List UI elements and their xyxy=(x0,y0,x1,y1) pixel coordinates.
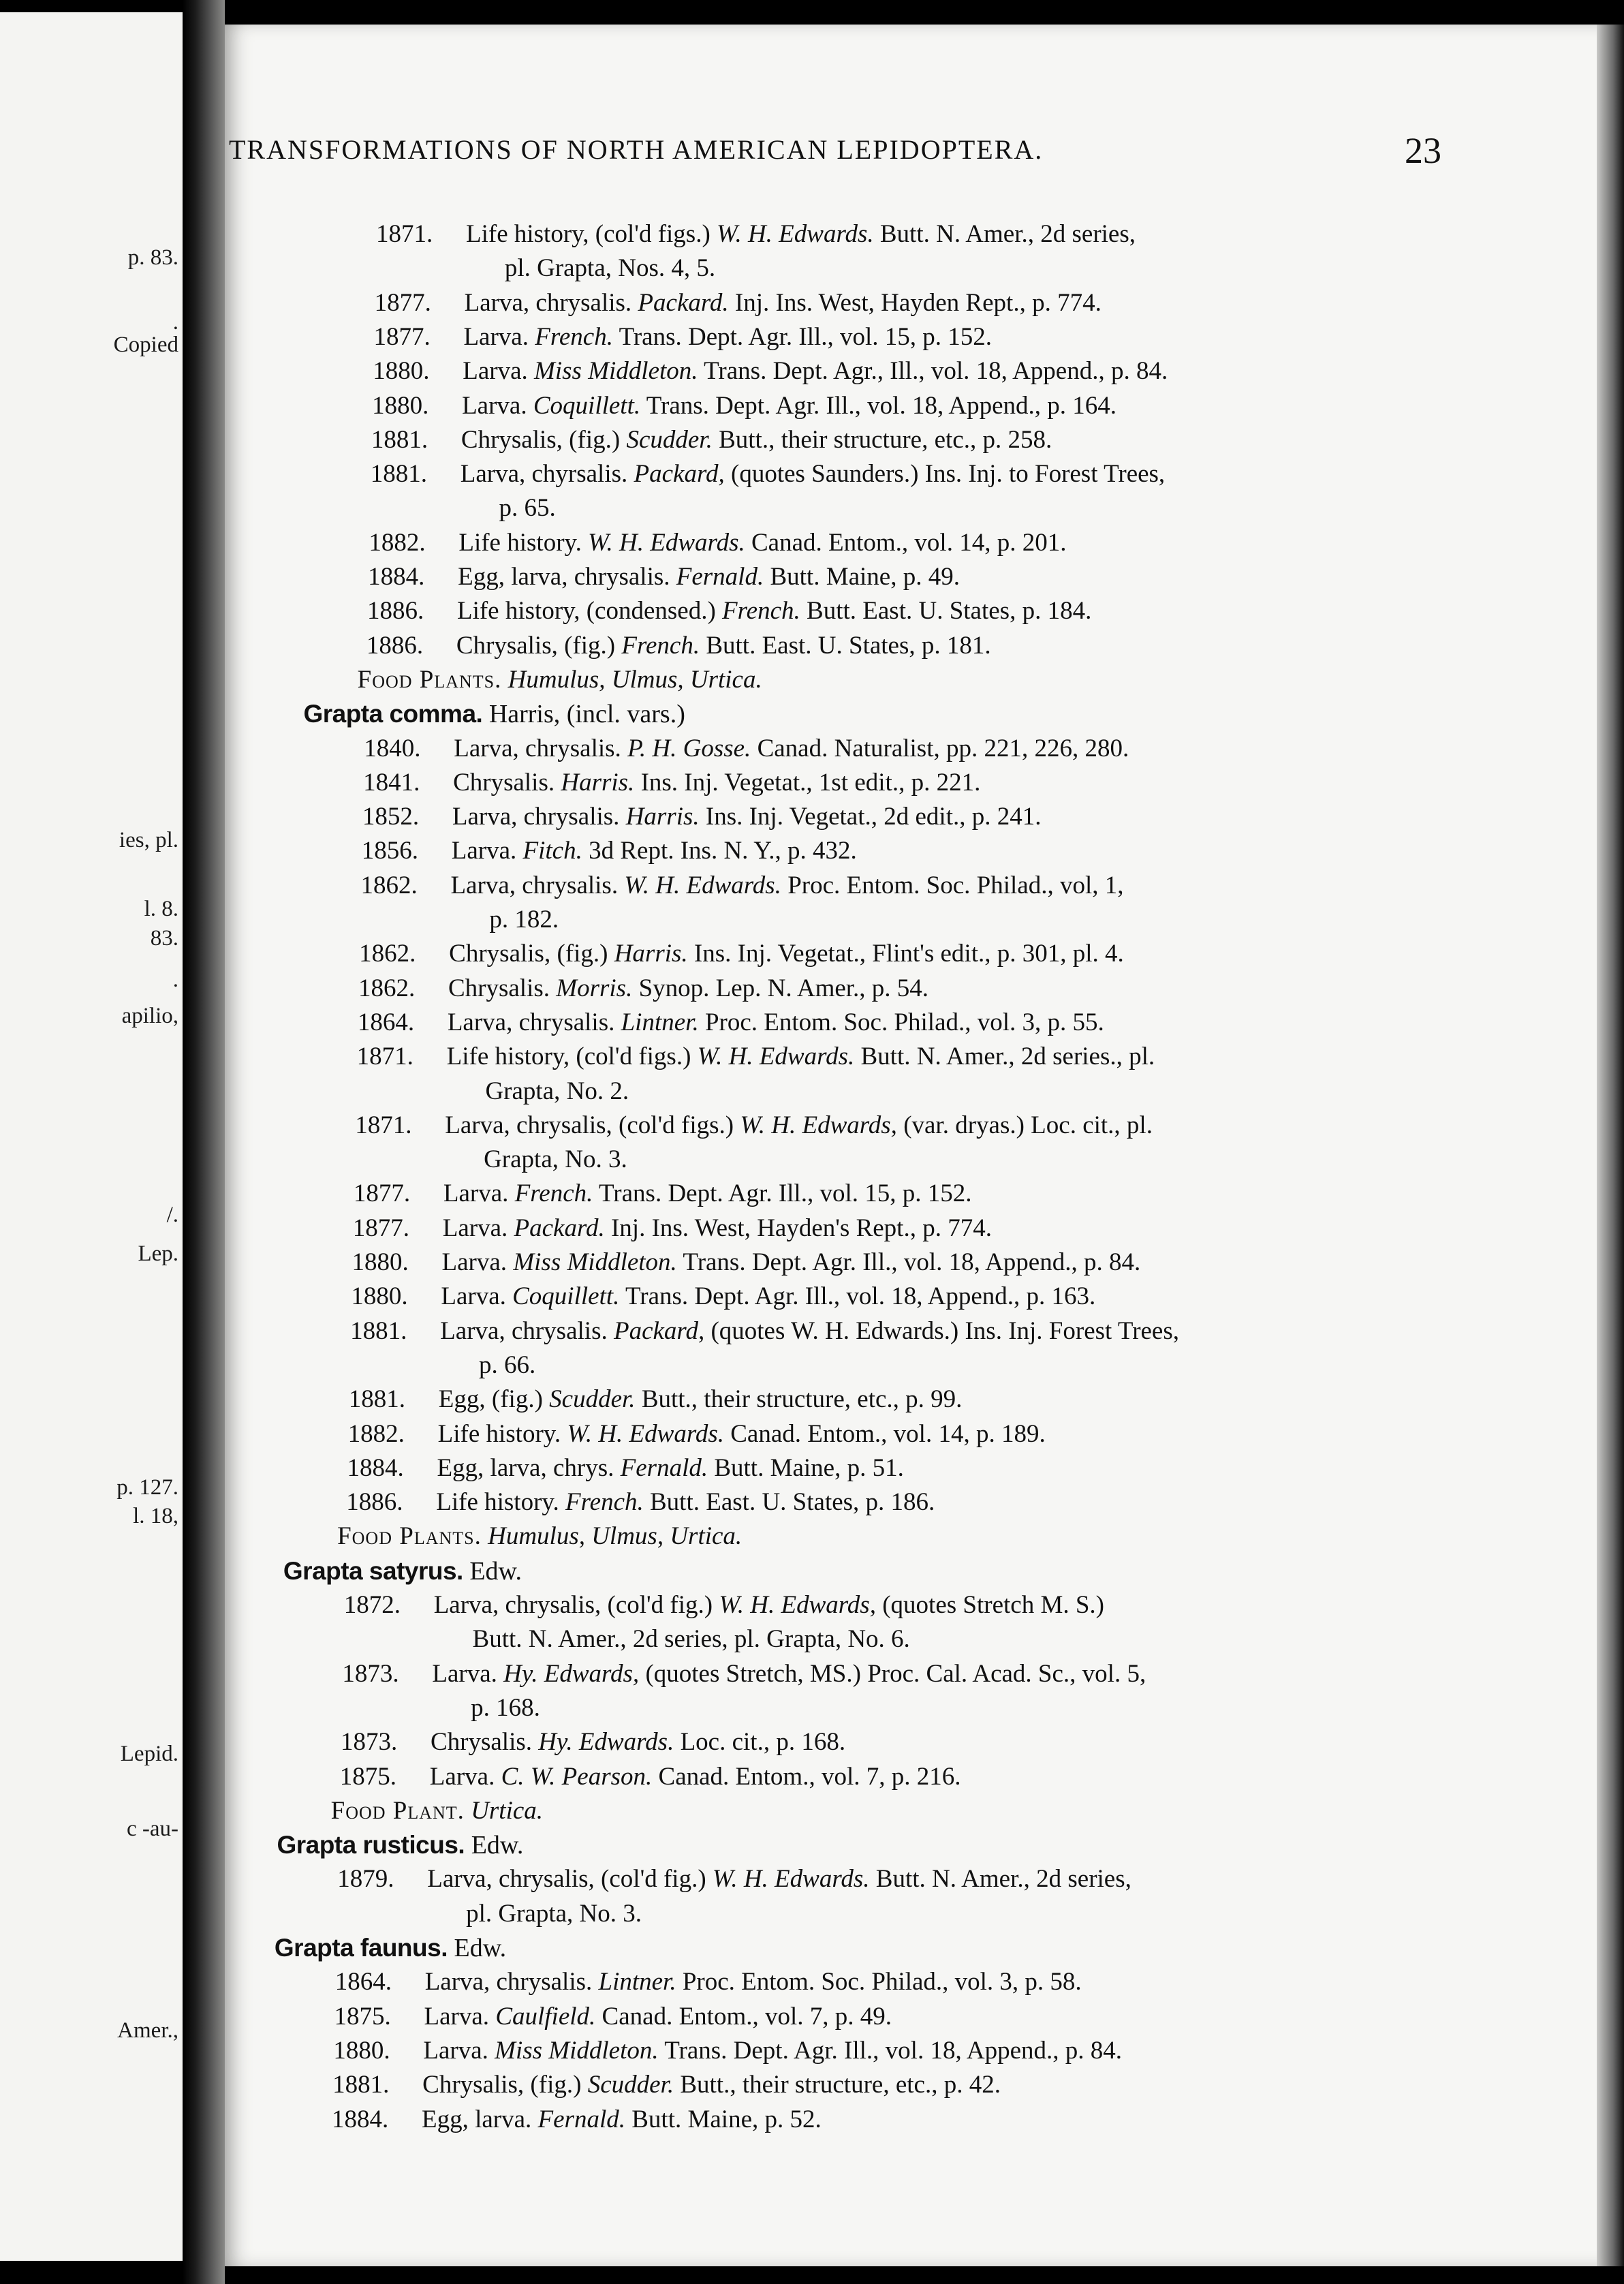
citation-subject: Larva, chrysalis. xyxy=(424,1968,593,1996)
citation-reference: Butt., their structure, etc., p. 258. xyxy=(719,425,1052,454)
citation-entry xyxy=(350,1316,1179,1346)
citation-entry xyxy=(369,528,1066,558)
citation-author: Coquillett. xyxy=(512,1282,620,1311)
citation-reference: Butt. East. U. States, p. 186. xyxy=(650,1488,935,1517)
citation-reference: Ins. Inj. Vegetat., Flint's edit., p. 301, pl. 4. xyxy=(693,940,1124,968)
citation-subject: Larva. xyxy=(463,357,528,386)
citation-reference: Butt., their structure, etc., p. 42. xyxy=(680,2071,1001,2099)
citation-continuation-text: p. 65. xyxy=(499,494,556,523)
citation-entry xyxy=(341,1727,845,1757)
citation-subject: Life history. xyxy=(458,528,582,557)
citation-entry xyxy=(358,1008,1104,1038)
citation-entry xyxy=(373,356,1168,386)
citation-year: 1877. xyxy=(374,288,431,317)
citation-reference: Canad. Entom., vol. 7, p. 216. xyxy=(658,1762,961,1791)
citation-continuation-text: Butt. N. Amer., 2d series, pl. Grapta, No. 6. xyxy=(472,1625,910,1654)
citation-subject: Egg, larva, chrys. xyxy=(437,1453,614,1482)
food-plants-list: Humulus, Ulmus, Urtica. xyxy=(488,1522,743,1551)
citation-entry xyxy=(347,1453,903,1483)
citation-year: 1881. xyxy=(370,460,427,489)
citation-author: Packard. xyxy=(514,1214,605,1242)
citation-continuation-text: Grapta, No. 2. xyxy=(485,1077,629,1105)
citation-author: Lintner. xyxy=(621,1008,699,1036)
citation-reference: Proc. Entom. Soc. Philad., vol. 3, p. 58. xyxy=(682,1968,1082,1996)
citation-year: 1880. xyxy=(373,357,430,386)
citation-entry xyxy=(335,1967,1082,1997)
citation-year: 1873. xyxy=(342,1659,399,1688)
species-authority: Edw. xyxy=(471,1831,524,1860)
citation-reference: Trans. Dept. Agr. Ill., vol. 15, p. 152. xyxy=(599,1179,972,1208)
citation-continuation-text: pl. Grapta, No. 3. xyxy=(466,1899,642,1928)
citation-reference: Inj. Ins. West, Hayden Rept., p. 774. xyxy=(734,288,1102,317)
citation-entry xyxy=(358,974,928,1004)
citation-author: P. H. Gosse. xyxy=(627,734,751,762)
left-page-text-fragment: l. 18, xyxy=(133,1504,178,1528)
left-page-text-fragment: apilio, xyxy=(121,1004,178,1028)
citation-subject: Larva, chrysalis, (col'd fig.) xyxy=(433,1591,713,1619)
citation-year: 1877. xyxy=(373,322,431,351)
citation-author: Miss Middleton. xyxy=(534,357,698,386)
citation-entry xyxy=(334,2002,892,2032)
citation-author: W. H. Edwards. xyxy=(697,1043,855,1071)
citation-reference: Butt. Maine, p. 51. xyxy=(714,1453,904,1482)
citation-entry xyxy=(372,391,1116,421)
citation-subject: Larva, chrysalis. xyxy=(440,1316,608,1345)
citation-entry xyxy=(340,1762,961,1792)
page-number: 23 xyxy=(1405,130,1441,171)
citation-year: 1862. xyxy=(358,974,416,1002)
citation-year: 1872. xyxy=(343,1591,401,1619)
left-page-text-fragment: p. 127. xyxy=(116,1475,178,1500)
citation-reference: Canad. Entom., vol. 7, p. 49. xyxy=(602,2002,892,2031)
citation-year: 1871. xyxy=(355,1111,412,1139)
citation-entry xyxy=(332,2070,1001,2100)
citation-year: 1879. xyxy=(337,1865,394,1894)
citation-subject: Larva. xyxy=(441,1248,507,1276)
citation-entry xyxy=(349,1385,963,1415)
citation-reference: Canad. Entom., vol. 14, p. 189. xyxy=(730,1419,1046,1448)
citation-author: W. H. Edwards. xyxy=(567,1419,724,1448)
species-heading xyxy=(283,1556,522,1586)
citation-subject: Larva. xyxy=(462,391,527,420)
left-page-fragment xyxy=(0,12,183,2261)
citation-reference: (quotes Saunders.) Ins. Inj. to Forest Trees, xyxy=(731,460,1166,489)
citation-year: 1864. xyxy=(357,1008,415,1036)
citation-entry xyxy=(367,596,1091,626)
citation-year: 1880. xyxy=(352,1248,409,1276)
citation-subject: Chrysalis. xyxy=(430,1728,533,1757)
citation-reference: (quotes Stretch, MS.) Proc. Cal. Acad. Sc., vol. 5, xyxy=(645,1659,1146,1688)
citation-year: 1880. xyxy=(351,1282,408,1311)
citation-continuation-text: Grapta, No. 3. xyxy=(484,1145,627,1174)
citation-subject: Larva. xyxy=(432,1659,497,1688)
citation-subject: Larva, chrysalis. xyxy=(464,288,632,317)
citation-author: Fernald. xyxy=(620,1453,708,1482)
citation-subject: Larva, chrysalis. xyxy=(452,803,620,831)
species-heading xyxy=(275,1933,506,1963)
food-plants xyxy=(358,665,762,695)
citation-subject: Life history, (condensed.) xyxy=(456,597,716,626)
citation-reference: Trans. Dept. Agr. Ill., vol. 18, Append., p. 163. xyxy=(625,1282,1096,1311)
header-title: TRANSFORMATIONS OF NORTH AMERICAN LEPIDOPTERA. xyxy=(229,134,1044,165)
citation-subject: Larva, chyrsalis. xyxy=(460,460,628,489)
citation-year: 1880. xyxy=(333,2036,390,2065)
left-page-text-fragment: /. xyxy=(166,1203,178,1227)
citation-reference: Canad. Entom., vol. 14, p. 201. xyxy=(751,528,1067,557)
citation-year: 1886. xyxy=(366,597,424,626)
citation-reference: 3d Rept. Ins. N. Y., p. 432. xyxy=(589,837,857,865)
citation-author: French. xyxy=(514,1179,593,1208)
citation-author: Harris. xyxy=(614,940,688,968)
citation-year: 1862. xyxy=(359,940,416,968)
citation-continuation xyxy=(473,1624,910,1654)
citation-subject: Chrysalis. xyxy=(448,974,550,1002)
left-page-text-fragment: c -au- xyxy=(126,1817,178,1841)
citation-subject: Chrysalis, (fig.) xyxy=(422,2071,582,2099)
citation-reference: Proc. Entom. Soc. Philad., vol. 3, p. 55. xyxy=(704,1008,1104,1036)
citation-author: Fitch. xyxy=(522,837,582,865)
citation-author: Scudder. xyxy=(587,2071,674,2099)
left-page-text-fragment: Amer., xyxy=(117,2018,178,2043)
citation-entry xyxy=(362,802,1042,832)
citation-entry xyxy=(357,1042,1155,1072)
citation-author: Fernald. xyxy=(537,2105,625,2133)
food-plants-label: Food Plants. xyxy=(357,665,502,694)
citation-reference: Trans. Dept. Agr., Ill., vol. 18, Append., p. 84. xyxy=(704,357,1168,386)
citation-year: 1884. xyxy=(368,563,425,591)
citation-subject: Larva. xyxy=(441,1282,506,1311)
citation-year: 1841. xyxy=(363,768,420,797)
citation-year: 1881. xyxy=(371,425,428,454)
citation-entry xyxy=(352,1248,1141,1278)
citation-reference: Ins. Inj. Vegetat., 1st edit., p. 221. xyxy=(640,768,981,797)
citation-entry xyxy=(333,2036,1122,2066)
citation-author: Scudder. xyxy=(626,425,713,454)
citation-subject: Life history, (col'd figs.) xyxy=(466,220,710,248)
citation-author: W. H. Edwards. xyxy=(624,871,781,899)
citation-author: Packard, xyxy=(634,460,725,489)
species-authority: Edw. xyxy=(454,1934,507,1962)
citation-year: 1877. xyxy=(352,1214,409,1242)
citation-entry xyxy=(332,2105,822,2135)
citation-reference: Synop. Lep. N. Amer., p. 54. xyxy=(638,974,929,1002)
citation-year: 1873. xyxy=(340,1728,398,1757)
citation-author: French. xyxy=(535,322,613,351)
species-name: Grapta faunus. xyxy=(274,1934,448,1962)
citation-entry xyxy=(353,1214,992,1244)
citation-author: Scudder. xyxy=(549,1385,636,1414)
species-authority: Harris, (incl. vars.) xyxy=(488,700,685,729)
citation-continuation xyxy=(499,493,556,523)
citation-author: W. H. Edwards. xyxy=(717,220,874,248)
food-plants xyxy=(337,1522,742,1552)
citation-subject: Chrysalis, (fig.) xyxy=(456,631,616,660)
citation-subject: Larva. xyxy=(451,837,517,865)
citation-entry xyxy=(354,1179,972,1209)
citation-reference: (quotes W. H. Edwards.) Ins. Inj. Forest Trees, xyxy=(710,1316,1180,1345)
citation-author: Harris. xyxy=(625,803,700,831)
citation-year: 1856. xyxy=(361,837,418,865)
citation-entry xyxy=(375,288,1102,318)
citation-subject: Egg, (fig.) xyxy=(438,1385,543,1414)
food-plants-list: Humulus, Ulmus, Urtica. xyxy=(507,665,762,694)
citation-subject: Larva, chrysalis. xyxy=(454,734,621,762)
citation-year: 1875. xyxy=(334,2002,391,2031)
citation-author: Coquillett. xyxy=(533,391,641,420)
citation-continuation-text: p. 168. xyxy=(471,1693,540,1722)
citation-entry xyxy=(344,1590,1104,1620)
citation-author: French. xyxy=(565,1488,644,1517)
citation-year: 1875. xyxy=(339,1762,397,1791)
left-page-text-fragment: . xyxy=(172,310,178,335)
citation-reference: Loc. cit., p. 168. xyxy=(680,1728,846,1757)
citation-author: French. xyxy=(621,631,700,660)
citation-year: 1881. xyxy=(348,1385,406,1414)
citation-reference: Trans. Dept. Agr. Ill., vol. 18, Append., p. 84. xyxy=(683,1248,1141,1276)
citation-subject: Larva, chrysalis. xyxy=(450,871,619,899)
citation-reference: Trans. Dept. Agr. Ill., vol. 15, p. 152. xyxy=(619,322,993,351)
citation-entry xyxy=(362,836,857,866)
citation-author: Miss Middleton. xyxy=(513,1248,677,1276)
citation-reference: Butt. East. U. States, p. 184. xyxy=(807,597,1092,626)
citation-reference: Butt. Maine, p. 49. xyxy=(770,563,960,591)
citation-entry xyxy=(361,871,1124,901)
citation-year: 1886. xyxy=(346,1488,403,1517)
citation-author: Miss Middleton. xyxy=(495,2036,659,2065)
citation-year: 1882. xyxy=(347,1419,405,1448)
citation-year: 1864. xyxy=(334,1968,392,1996)
citation-author: French. xyxy=(722,597,800,626)
citation-entry xyxy=(373,322,992,352)
citation-reference: Ins. Inj. Vegetat., 2d edit., p. 241. xyxy=(705,803,1042,831)
citation-year: 1871. xyxy=(356,1043,413,1071)
citation-entry xyxy=(342,1659,1146,1689)
citation-year: 1886. xyxy=(366,631,424,660)
citation-author: W. H. Edwards. xyxy=(712,1865,870,1894)
citation-subject: Larva. xyxy=(429,1762,495,1791)
citation-author: Hy. Edwards, xyxy=(503,1659,640,1688)
citation-year: 1877. xyxy=(353,1179,411,1208)
citation-entry xyxy=(351,1282,1095,1312)
left-page-text-fragment: l. 8. xyxy=(144,897,178,921)
citation-author: Hy. Edwards. xyxy=(538,1728,674,1757)
citation-entry xyxy=(359,939,1124,969)
citation-reference: Inj. Ins. West, Hayden's Rept., p. 774. xyxy=(610,1214,992,1242)
book-gutter xyxy=(183,0,225,2284)
citation-reference: Trans. Dept. Agr. Ill., vol. 18, Append., p. 164. xyxy=(646,391,1117,420)
citation-year: 1852. xyxy=(362,803,420,831)
species-heading xyxy=(277,1830,523,1860)
citation-reference: Butt. N. Amer., 2d series., pl. xyxy=(860,1043,1155,1071)
citation-subject: Chrysalis, (fig.) xyxy=(449,940,608,968)
citation-continuation xyxy=(505,253,715,283)
citation-subject: Larva. xyxy=(442,1214,508,1242)
citation-subject: Egg, larva, chrysalis. xyxy=(458,563,670,591)
citation-continuation xyxy=(489,905,559,935)
citation-year: 1862. xyxy=(360,871,418,899)
citation-author: Caulfield. xyxy=(495,2002,596,2031)
citation-subject: Larva. xyxy=(423,2036,488,2065)
left-page-text-fragment: p. 83. xyxy=(127,245,178,270)
citation-continuation xyxy=(485,1077,629,1107)
citation-reference: Proc. Entom. Soc. Philad., vol, 1, xyxy=(787,871,1124,899)
citation-reference: Butt. Maine, p. 52. xyxy=(631,2105,822,2133)
citation-reference: Butt., their structure, etc., p. 99. xyxy=(641,1385,963,1414)
citation-author: Packard, xyxy=(613,1316,705,1345)
page-edge xyxy=(1597,25,1624,2266)
citation-author: Morris. xyxy=(556,974,633,1002)
citation-year: 1840. xyxy=(364,734,421,762)
citation-subject: Larva, chrysalis, (col'd figs.) xyxy=(445,1111,734,1139)
food-plants xyxy=(331,1796,543,1826)
citation-continuation xyxy=(471,1693,540,1723)
citation-reference: Butt. N. Amer., 2d series, xyxy=(875,1865,1131,1894)
citation-entry xyxy=(363,768,980,798)
citation-continuation xyxy=(484,1145,627,1175)
citation-entry xyxy=(348,1419,1046,1449)
citation-continuation-text: p. 182. xyxy=(489,906,559,933)
citation-entry xyxy=(368,562,960,592)
citation-subject: Larva, chrysalis, (col'd fig.) xyxy=(427,1865,706,1894)
citation-subject: Larva, chrysalis. xyxy=(447,1008,615,1036)
citation-year: 1881. xyxy=(350,1316,407,1345)
species-authority: Edw. xyxy=(469,1556,522,1586)
citation-year: 1880. xyxy=(372,391,429,420)
citation-entry xyxy=(371,459,1165,489)
citation-subject: Chrysalis, (fig.) xyxy=(460,425,621,454)
citation-author: C. W. Pearson. xyxy=(501,1762,653,1791)
food-plants-list: Urtica. xyxy=(471,1796,544,1825)
citation-subject: Larva. xyxy=(463,322,529,351)
species-name: Grapta satyrus. xyxy=(283,1556,463,1585)
citation-subject: Life history, (col'd figs.) xyxy=(446,1043,691,1071)
citation-year: 1884. xyxy=(331,2105,389,2133)
citation-entry xyxy=(364,734,1129,764)
citation-entry xyxy=(376,219,1136,249)
species-name: Grapta rusticus. xyxy=(277,1831,465,1859)
citation-author: Packard. xyxy=(638,288,729,317)
citation-author: Lintner. xyxy=(598,1968,676,1996)
citation-continuation xyxy=(466,1899,642,1929)
citation-reference: Trans. Dept. Agr. Ill., vol. 18, Append., p. 84. xyxy=(664,2036,1123,2065)
citation-subject: Life history. xyxy=(436,1488,559,1517)
citation-reference: (var. dryas.) Loc. cit., pl. xyxy=(903,1111,1153,1139)
citation-author: Harris. xyxy=(561,768,635,797)
food-plants-label: Food Plants. xyxy=(337,1522,482,1551)
citation-entry xyxy=(337,1864,1131,1894)
citation-year: 1882. xyxy=(369,528,426,557)
citation-reference: Canad. Naturalist, pp. 221, 226, 280. xyxy=(757,734,1129,762)
citation-author: W. H. Edwards, xyxy=(740,1111,897,1139)
citation-reference: Butt. East. U. States, p. 181. xyxy=(706,631,991,660)
left-page-text-fragment: Lep. xyxy=(138,1241,178,1266)
citation-subject: Larva. xyxy=(443,1179,509,1208)
left-page-text-fragment: . xyxy=(172,968,178,992)
species-heading xyxy=(303,699,685,729)
citation-entry xyxy=(371,425,1052,455)
citation-entry xyxy=(355,1111,1153,1141)
citation-year: 1884. xyxy=(347,1453,404,1482)
citation-subject: Life history. xyxy=(437,1419,561,1448)
citation-subject: Egg, larva. xyxy=(421,2105,532,2133)
citation-reference: Butt. N. Amer., 2d series, xyxy=(879,220,1136,248)
citation-author: Fernald. xyxy=(676,563,764,591)
citation-continuation xyxy=(479,1351,535,1380)
citation-year: 1871. xyxy=(376,220,433,248)
citation-reference: (quotes Stretch M. S.) xyxy=(882,1591,1104,1619)
left-page-text-fragment: 83. xyxy=(150,926,178,951)
citation-author: W. H. Edwards. xyxy=(588,528,745,557)
citation-continuation-text: p. 66. xyxy=(478,1351,536,1379)
citation-entry xyxy=(346,1487,935,1517)
left-page-text-fragment: Copied xyxy=(113,333,178,357)
running-header xyxy=(229,134,1332,166)
species-name: Grapta comma. xyxy=(303,700,483,728)
left-page-text-fragment: ies, pl. xyxy=(119,828,178,852)
citation-year: 1881. xyxy=(332,2071,390,2099)
food-plants-label: Food Plant. xyxy=(330,1796,465,1825)
citation-subject: Chrysalis. xyxy=(453,768,555,797)
citation-entry xyxy=(366,631,991,661)
citation-author: W. H. Edwards, xyxy=(719,1591,876,1619)
citation-subject: Larva. xyxy=(424,2002,490,2031)
left-page-text-fragment: Lepid. xyxy=(120,1742,178,1766)
citation-continuation-text: pl. Grapta, Nos. 4, 5. xyxy=(504,254,716,283)
